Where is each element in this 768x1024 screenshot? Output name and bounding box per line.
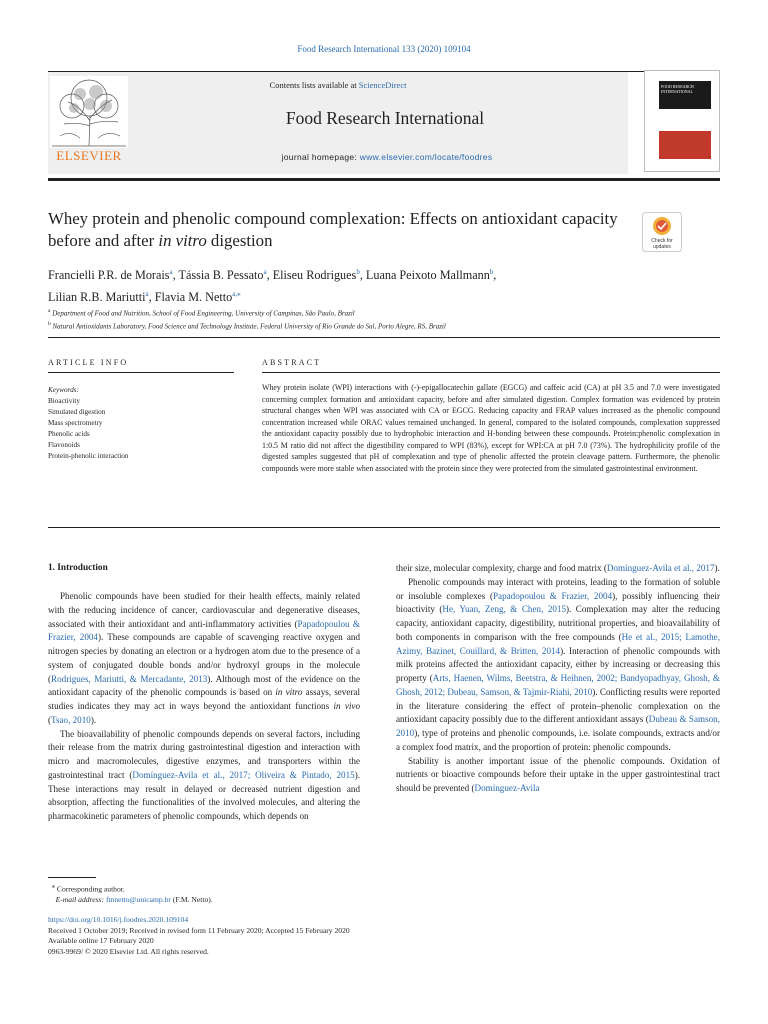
corr-label: Corresponding author. — [56, 884, 125, 894]
citation-link[interactable]: Domínguez-Avila — [474, 783, 540, 793]
article-title — [48, 208, 618, 252]
paragraph — [48, 590, 360, 728]
abstract-heading: ABSTRACT — [262, 358, 322, 367]
journal-reference-link[interactable]: Food Research International 133 (2020) 109104 — [297, 44, 471, 54]
journal-reference[interactable] — [0, 44, 768, 54]
title-italic: in vitro — [158, 231, 207, 250]
footnote-rule — [48, 877, 96, 878]
journal-cover-thumbnail[interactable] — [644, 70, 720, 172]
divider — [48, 337, 720, 338]
text-run: ). Although most of the evidence on the antioxidant capacity of the phenolic compounds is based on — [48, 673, 360, 698]
keyword: Phenolic acids — [48, 430, 90, 438]
body-column-left — [48, 590, 360, 824]
author-name[interactable]: Lilian R.B. Mariutti — [48, 290, 146, 305]
text-run: Phenolic compounds may interact with proteins, leading to the formation of soluble or insoluble complexes ( — [396, 576, 720, 601]
citation-link[interactable]: Papadopoulou & Frazier, 2004 — [493, 590, 613, 601]
citation-link[interactable]: Domínguez-Avila et al., 2017 — [606, 563, 715, 573]
text-run: ), possibly influencing their bioactivity ( — [396, 590, 720, 615]
paragraph — [396, 576, 720, 755]
citation-link[interactable]: Dubeau & Samson, 2010 — [396, 714, 720, 738]
keyword: Flavonoids — [48, 441, 80, 449]
doi-link[interactable]: https://doi.org/10.1016/j.foodres.2020.109104 — [48, 915, 189, 924]
check-for-updates-badge[interactable] — [642, 212, 682, 252]
svg-text:Check for: Check for — [651, 238, 673, 244]
cover-title: FOOD RESEARCH INTERNATIONAL — [661, 84, 694, 94]
citation-link[interactable]: Papadopoulou & Frazier, 2004 — [48, 618, 360, 643]
keyword: Mass spectrometry — [48, 419, 103, 427]
email-link[interactable]: fmnetto@unicamp.br — [105, 895, 171, 905]
italic-text: in vitro — [275, 687, 303, 698]
homepage-link[interactable]: www.elsevier.com/locate/foodres — [359, 152, 493, 162]
affiliation-marker: b — [48, 321, 51, 328]
italic-text: in vivo — [333, 701, 360, 711]
title-text-2: digestion — [206, 231, 273, 250]
abstract-text: Whey protein isolate (WPI) interactions with (-)-epigallocatechin gallate (EGCG) and caffeic acid (CA) at pH 3.5 and 7.0 were investigated concerning complex formation and antioxidant capacity, before and after simulated digestion. Complex formation was evidenced by protein structural changes when WPI was associated with CA or EGCG. Reducing capacity and FRAP values increased as the phenolic compound concentration increased while ORAC values remained unchanged. In general, compared to the isolated compounds, complexation suppressed the antioxidant capacity possibly due to hydrophobic interaction and H-bonding between these compounds. Protein:phenolic complexation in 1:0.5 M ratio did not affect the digestibility compared to WPI (83%), except for WPI:CA at pH 7.0 (73%). The hydrophilicity profile of the digested samples suggested that pH of complexation and type of phenolic affected the protein cleavage pattern. Furthermore, the phenolic compounds were more stable when associated with the protein since they were protected from the simulated gastrointestinal environment. — [262, 383, 720, 473]
author-affiliation-marker[interactable]: b — [356, 268, 360, 276]
keywords-label: Keywords: — [48, 386, 79, 394]
corresponding-author-note: ⁎ Corresponding author. E-mail address: fmnetto@unicamp.br (F.M. Netto). — [51, 883, 213, 905]
journal-title: Food Research International — [285, 108, 485, 128]
author-name[interactable]: Eliseu Rodrigues — [272, 268, 357, 283]
text-run: their size, molecular complexity, charge and food matrix ( — [396, 563, 607, 573]
citation-link[interactable]: He, Yuan, Zeng, & Chen, 2015 — [442, 604, 567, 615]
received-dates: Received 1 October 2019; Received in revised form 11 February 2020; Accepted 15 February 2020 — [48, 925, 350, 935]
author-separator: , — [493, 268, 497, 283]
text-run: ( — [48, 714, 52, 725]
text-run: ), type of proteins and phenolic compounds, i.e. isolate compounds, extracts and/or a complex food matrix, and the proportion of protein: phenolic compounds. — [396, 728, 720, 752]
citation-link[interactable]: Arts, Haenen, Wilms, Beetstra, & Heihnen, 2002; Bandyopadhyay, Ghosh, & Ghosh, 2012; Dubeau, Samson, & Tajmir-Riahi, 2010 — [396, 673, 720, 697]
author-name[interactable]: Flavia M. Netto — [154, 290, 233, 305]
author-affiliation-marker[interactable]: a — [169, 268, 173, 276]
title-text-1: Whey protein and phenolic compound complexation: Effects on antioxidant capacity before and after — [48, 209, 618, 250]
affiliation — [48, 306, 728, 319]
paragraph — [396, 562, 720, 576]
keyword: Bioactivity — [48, 397, 80, 405]
text-run: ). These compounds are capable of scavenging reactive oxygen and nitrogen species by donating an electron or a hydrogen atom due to the presence of a system of conjugated double bonds and/or hydroxyl groups in the molecule ( — [48, 632, 360, 684]
available-online: Available online 17 February 2020 — [48, 936, 154, 945]
banner-bottom-rule — [48, 178, 720, 181]
author-affiliation-marker[interactable]: a,⁎ — [232, 290, 241, 299]
text-run: Phenolic compounds have been studied for their health effects, mainly related with the reducing incidence of cancer, cardiovascular and degenerative diseases, associated with their antioxidant and anti-inflammatory activities ( — [48, 591, 360, 629]
text-run: ). Conflicting results were reported in the literature considering the effect of protein–phenolic complexation on the antioxidant capacity possibly due to the different antioxidant assays ( — [396, 686, 720, 725]
author-separator: , — [172, 268, 179, 283]
divider — [262, 372, 720, 373]
banner-top-rule — [48, 71, 720, 72]
affiliation — [48, 319, 728, 332]
svg-text:updates: updates — [653, 244, 671, 250]
affiliation-text: Natural Antioxidants Laboratory, Food Science and Technology Institute, Federal University of Rio Grande do Sul, Porto Alegre, RS, Brazil — [50, 322, 446, 331]
author-separator: , — [148, 290, 155, 305]
text-run: ). These interactions may result in delayed or decreased nutrient digestion and absorption, affecting the functionalities of the involved molecules, and altering the pharmacokinetic parameters of phenolic compounds, which depends on — [48, 769, 360, 821]
email-label: E-mail address: — [55, 895, 106, 905]
check-updates-icon — [642, 212, 682, 252]
author-name[interactable]: Francielli P.R. de Morais — [48, 268, 170, 283]
text-run: assays, several studies indicates they may act in ways beyond the antioxidant functions — [48, 687, 360, 711]
homepage-label: journal homepage: — [281, 152, 360, 162]
text-run: The bioavailability of phenolic compounds depends on several factors, including their release from the matrix during gastrointestinal digestion and interaction with micro and macromolecules, digestive enzymes, and transporters within the gastrointestinal tract ( — [48, 728, 360, 780]
author-list — [48, 263, 648, 307]
citation-link[interactable]: Domínguez-Avila et al., 2017; Oliveira & Pintado, 2015 — [132, 769, 355, 780]
elsevier-wordmark: ELSEVIER — [56, 148, 122, 163]
text-run: Stability is another important issue of the phenolic compounds. Oxidation of nutrients or bioactive compounds before their uptake in the upper gastrointestinal tract should be prevented ( — [396, 755, 720, 793]
keywords-block — [48, 385, 234, 462]
text-run: ). Complexation may alter the reducing capacity, antioxidant capacity, digestibility, nutritional properties, and bioavailability of both components in comparison with the free compounds ( — [396, 604, 720, 642]
contents-prefix: Contents lists available at — [269, 80, 359, 90]
paragraph — [396, 755, 720, 796]
affiliation-text: Department of Food and Nutrition, School of Food Engineering, University of Campinas, São Paulo, Brazil — [50, 309, 355, 318]
divider — [48, 372, 234, 373]
author-name[interactable]: Luana Peixoto Mallmann — [365, 268, 490, 283]
author-affiliation-marker[interactable]: a — [263, 268, 267, 276]
cover-image — [659, 131, 711, 159]
article-info-heading: ARTICLE INFO — [48, 358, 129, 367]
copyright: 0963-9969/ © 2020 Elsevier Ltd. All rights reserved. — [48, 946, 209, 956]
text-run: ). — [714, 563, 720, 573]
contents-line — [0, 80, 676, 90]
affiliations — [48, 306, 728, 333]
citation-link[interactable]: Tsao, 2010 — [51, 714, 91, 725]
author-separator: , — [266, 268, 273, 283]
citation-link[interactable]: He et al., 2015; Lamothe, Azimy, Bazinet, Couillard, & Britten, 2014 — [396, 631, 720, 656]
publication-info — [48, 915, 568, 957]
author-name[interactable]: Tássia B. Pessato — [178, 268, 264, 283]
author-affiliation-marker[interactable]: b — [489, 268, 494, 276]
author-separator: , — [359, 268, 366, 283]
keyword: Protein-phenolic interaction — [48, 452, 129, 460]
body-column-right — [396, 562, 720, 796]
email-suffix: (F.M. Netto). — [170, 895, 213, 905]
text-run: ). — [90, 714, 97, 725]
affiliation-marker: a — [48, 308, 51, 314]
keyword: Simulated digestion — [48, 408, 106, 416]
section-heading: 1. Introduction — [48, 563, 108, 573]
divider — [48, 527, 720, 528]
sciencedirect-link[interactable]: ScienceDirect — [358, 80, 407, 90]
paragraph — [48, 728, 360, 824]
citation-link[interactable]: Rodrigues, Mariutti, & Mercadante, 2013 — [51, 673, 208, 684]
text-run: ). Interaction of phenolic compounds with milk proteins affected the antioxidant capacity, either by increasing or decreasing this property ( — [396, 645, 720, 683]
author-affiliation-marker[interactable]: a — [145, 290, 149, 299]
